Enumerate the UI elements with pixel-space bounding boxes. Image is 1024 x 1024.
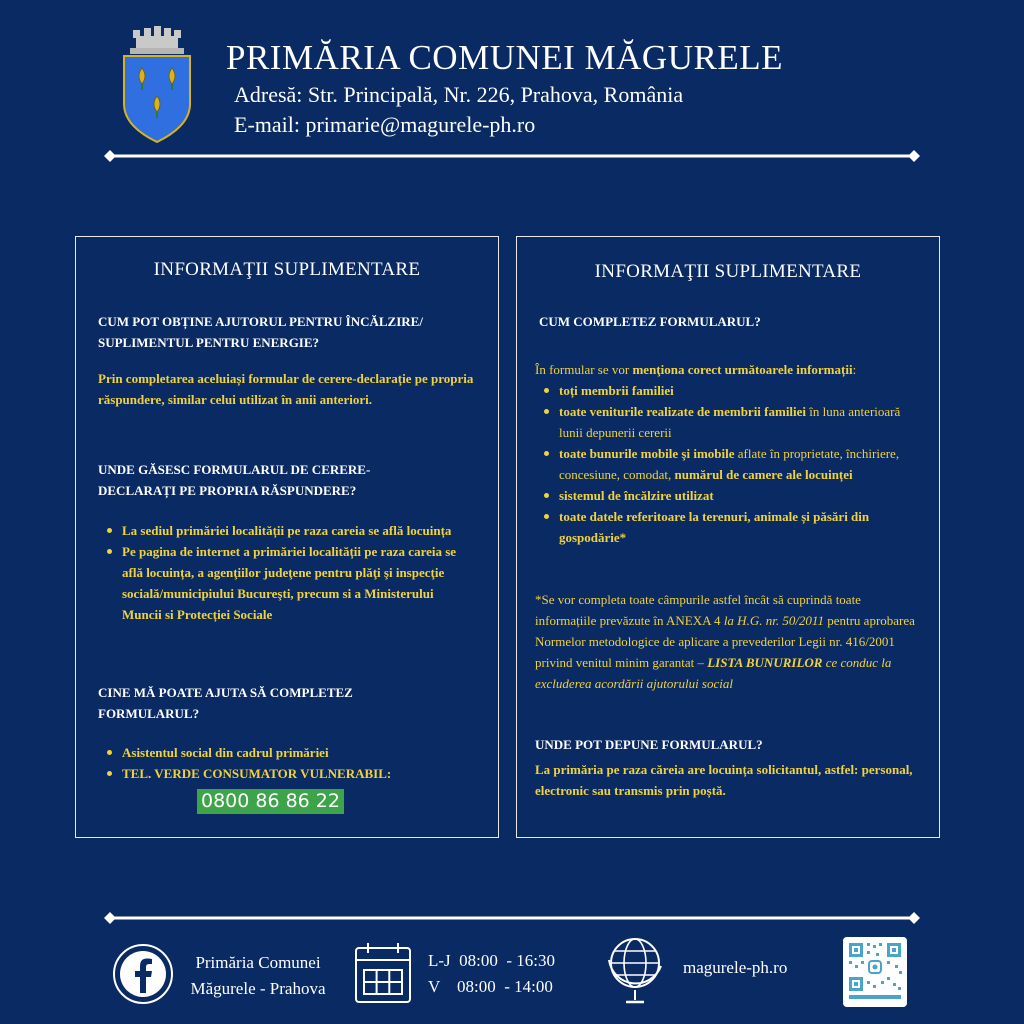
note-italic: la H.G. nr. 50/2011 <box>723 613 824 628</box>
item-bold: numărul de camere ale locuinței <box>674 467 853 482</box>
coat-of-arms-icon <box>120 26 194 144</box>
page-title: PRIMĂRIA COMUNEI MĂGURELE <box>226 38 783 77</box>
item-bold: toate bunurile mobile şi imobile <box>559 446 735 461</box>
list-item: sistemul de încălzire utilizat <box>535 485 925 506</box>
question-heading: CUM POT OBȚINE AJUTORUL PENTRU ÎNCĂLZIRE/ SUPLIMENTUL PENTRU ENERGIE? <box>98 314 423 350</box>
list-item <box>535 401 925 443</box>
answer-list <box>98 520 468 625</box>
phone-number-badge[interactable]: 0800 86 86 22 <box>197 789 344 814</box>
facebook-line: Măgurele - Prahova <box>190 979 326 998</box>
note-text <box>535 589 925 694</box>
question-heading: UNDE POT DEPUNE FORMULARUL? <box>535 737 763 752</box>
list-item: toate datele referitoare la terenuri, animale și păsări din gospodărie* <box>535 506 925 548</box>
intro-end: : <box>852 362 857 377</box>
info-panel-right <box>516 236 940 838</box>
intro-text <box>535 359 935 380</box>
question-heading: CINE MĂ POATE AJUTA SĂ COMPLETEZ FORMULARUL? <box>98 685 353 721</box>
note-plain: pentru aprobarea Normelor metodologice de aplicare a prevederilor Legii nr. 416/2001 privind venitul minim garantat – <box>535 613 915 670</box>
intro-plain: În formular se vor <box>535 362 633 377</box>
facebook-page-label[interactable] <box>182 950 334 1002</box>
note-bold-italic: LISTA BUNURILOR <box>707 655 823 670</box>
globe-icon <box>606 934 664 1006</box>
note-plain: *Se vor completa toate câmpurile astfel încât să cuprindă toate informațiile prevăzute în ANEXA 4 <box>535 592 861 628</box>
address-text: Adresă: Str. Principală, Nr. 226, Prahova, România <box>234 82 684 107</box>
intro-bold: menţiona corect următoarele informații <box>632 362 853 377</box>
facebook-icon[interactable] <box>112 943 174 1005</box>
item-rest: aflate în proprietate, închiriere, concesiune, comodat, <box>559 446 900 482</box>
panel-title: INFORMAŢII SUPLIMENTARE <box>153 259 421 280</box>
question-heading: UNDE GĂSESC FORMULARUL DE CERERE-DECLARAȚI PE PROPRIA RĂSPUNDERE? <box>98 462 371 498</box>
website-link[interactable]: magurele-ph.ro <box>683 958 788 977</box>
list-item: La sediul primăriei localității pe raza careia se află locuința <box>98 520 468 541</box>
answer-list <box>98 742 478 784</box>
list-item: Asistentul social din cadrul primăriei <box>98 742 478 763</box>
question-heading: CUM COMPLETEZ FORMULARUL? <box>539 314 761 329</box>
list-item: toți membrii familiei <box>535 380 925 401</box>
item-rest: în luna anterioară lunii depunerii cererii <box>559 404 901 440</box>
info-panel-left <box>75 236 499 838</box>
answer-text: Prin completarea aceluiași formular de cerere-declarație pe propria răspundere, similar celui utilizat în anii anteriori. <box>98 371 474 407</box>
answer-text: La primăria pe raza căreia are locuința solicitantul, astfel: personal, electronic sau transmis prin poștă. <box>535 762 913 798</box>
list-item <box>535 443 925 485</box>
info-list <box>535 380 925 548</box>
opening-hours <box>428 948 555 1000</box>
qr-code-icon[interactable] <box>843 937 907 1007</box>
hours-line: V 08:00 - 14:00 <box>428 977 553 996</box>
panel-title: INFORMAŢII SUPLIMENTARE <box>594 261 862 282</box>
list-item: TEL. VERDE CONSUMATOR VULNERABIL: <box>98 763 478 784</box>
item-bold: toate veniturile realizate de membrii familiei <box>559 404 807 419</box>
divider-bottom <box>104 912 920 924</box>
email-text[interactable]: E-mail: primarie@magurele-ph.ro <box>234 112 536 137</box>
list-item: Pe pagina de internet a primăriei localității pe raza careia se află locuința, a agenţiilor judeţene pentru plăţi şi inspecţie socială/municipiului Bucureşti, precum si a Ministerului Muncii si Protecției Sociale <box>98 541 468 625</box>
divider-top <box>104 150 920 162</box>
hours-line: L-J 08:00 - 16:30 <box>428 951 556 970</box>
note-italic: ce conduc la excluderea acordării ajutorului social <box>535 655 892 691</box>
calendar-icon <box>354 942 412 1004</box>
facebook-line: Primăria Comunei <box>195 953 321 972</box>
